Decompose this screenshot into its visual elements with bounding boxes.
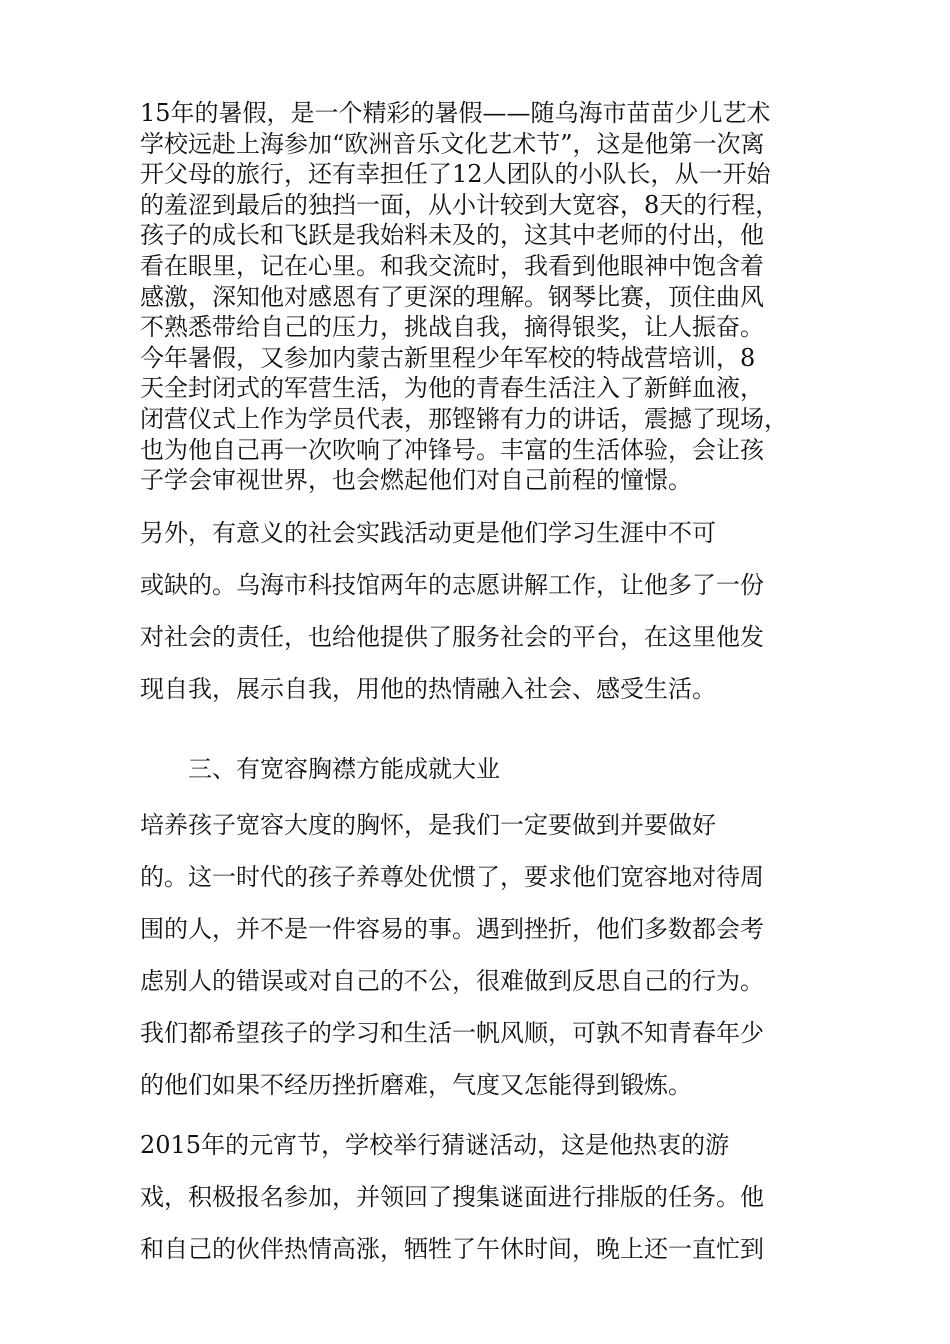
paragraph-social-practice: 另外，有意义的社会实践活动更是他们学习生涯中不可 或缺的。乌海市科技馆两年的志愿讲解工作，让他多了一份 对社会的责任，也给他提供了服务社会的平台，在这里他发 现自我，展示自我，用他的热情融入社会、感受生活。 <box>140 518 764 703</box>
paragraph-tolerance: 培养孩子宽容大度的胸怀，是我们一定要做到并要做好 的。这一时代的孩子养尊处优惯了，要求他们宽容地对待周 围的人，并不是一件容易的事。遇到挫折，他们多数都会考 虑别人的错误或对自己的不公，很难做到反思自己的行为。 我们都希望孩子的学习和生活一帆风顺，可孰不知青春年少 的他们如果不经历挫折磨难，气度又怎能得到锻炼。 <box>140 810 764 1099</box>
section-heading-tolerance: 三、有宽容胸襟方能成就大业 <box>188 754 500 783</box>
paragraph-lantern-festival: 2015年的元宵节，学校举行猜谜活动，这是他热衷的游 戏，积极报名参加，并领回了搜集谜面进行排版的任务。他 和自己的伙伴热情高涨，牺牲了午休时间，晚上还一直忙到 <box>140 1130 764 1263</box>
paragraph-summer-vacation: 15年的暑假，是一个精彩的暑假——随乌海市苗苗少儿艺术 学校远赴上海参加“欧洲音乐文化艺术节”，这是他第一次离 开父母的旅行，还有幸担任了12人团队的小队长，从一开始 的羞涩到最后的独挡一面，从小计较到大宽容，8天的行程， 孩子的成长和飞跃是我始料未及的，这其中老师的付出，他 看在眼里，记在心里。和我交流时，我看到他眼神中饱含着 感激，深知他对感恩有了更深的理解。钢琴比赛，顶住曲风 不熟悉带给自己的压力，挑战自我，摘得银奖，让人振奋。 今年暑假，又参加内蒙古新里程少年军校的特战营培训，8 天全封闭式的军营生活，为他的青春生活注入了新鲜血液， 闭营仪式上作为学员代表，那铿锵有力的讲话，震撼了现场， 也为他自己再一次吹响了冲锋号。丰富的生活体验，会让孩 子学会审视世界，也会燃起他们对自己前程的憧憬。 <box>140 99 788 495</box>
document-page <box>140 98 815 1275</box>
